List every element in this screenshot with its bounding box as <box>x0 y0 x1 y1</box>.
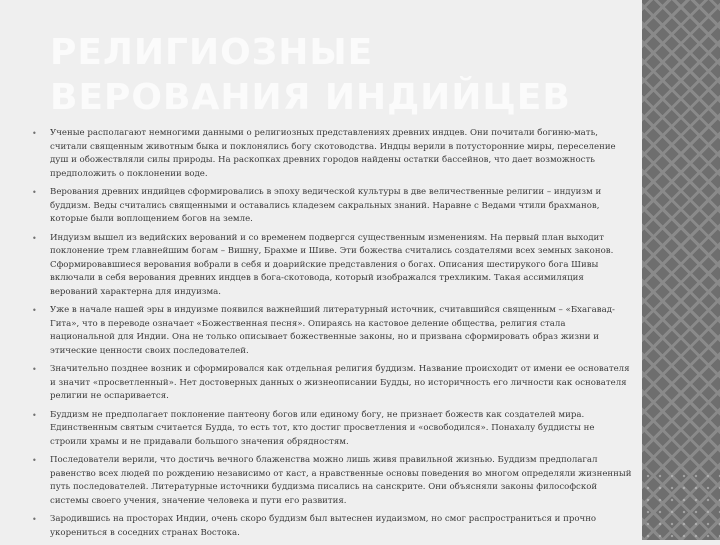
paragraph-text: Верования древних индийцев сформировались в эпоху ведической культуры в две величественные религии – индуизм и буддизм. Веды считались священными и оставались кладезем сакральных знаний. Наравне с Ведами чтили брахманов, которые были воплощением богов на земле. <box>50 187 602 224</box>
list-item <box>32 513 632 540</box>
list-item <box>32 127 632 181</box>
bullet-icon: • <box>32 515 37 524</box>
paragraph-text: Значительно позднее возник и сформировался как отдельная религия буддизм. Название происходит от имени ее основателя и значит «просветленный». Нет достоверных данных о жизнеописании Будды, но историчность его личности как основателя религии не оспаривается. <box>50 364 630 401</box>
paragraph-text: Последователи верили, что достичь вечного блаженства можно лишь живя правильной жизнью. Буддизм предполагал равенство всех людей по рождению независимо от каст, а нравственные основы поведения во многом определяли жизненный путь последователей. Литературные источники буддизма писались на санскрите. Они объясняли законы философской системы своего учения, значение человека и пути его развития. <box>50 455 632 506</box>
list-item <box>32 232 632 300</box>
list-item <box>32 363 632 404</box>
bullet-icon: • <box>32 129 37 138</box>
paragraph-text: Ученые располагают немногими данными о религиозных представлениях древних индцев. Они почитали богиню-мать, считали священным животным быка и поклонялись богу скотоводства. Индцы верили в потусторонние миры, переселение душ и обожествляли силы природы. На раскопках древних городов найдены остатки бассейнов, что дает возможность предположить о поклонении воде. <box>50 128 616 179</box>
list-item <box>32 409 632 450</box>
bullet-icon: • <box>32 306 37 315</box>
bullet-icon: • <box>32 410 37 420</box>
bullet-icon: • <box>32 456 37 465</box>
bullet-icon: • <box>32 365 37 374</box>
paragraph-text: Уже в начале нашей эры в индуизме появился важнейший литературный источник, считавшийся священным – «Бхагавад-Гита», что в переводе означает «Божественная песня». Опираясь на кастовое деление общества, религия стала национальной для Индии. Она не только описывает божественные законы, но и призвана сформировать образ жизни и этические ценности своих последователей. <box>50 305 615 356</box>
slide-title: РЕЛИГИОЗНЫЕ ВЕРОВАНИЯ ИНДИЙЦЕВ <box>50 32 571 118</box>
dot-pattern <box>642 470 720 540</box>
bullet-icon: • <box>32 188 37 197</box>
paragraph-text: Буддизм не предполагает поклонение пантеону богов или единому богу, не признает божеств как создателей мира. Единственным святым считается Будда, то есть тот, кто достиг просветления и «освободился». Понахалу буддисты не строили храмы и не придавали большого значения обрядностям. <box>50 409 595 447</box>
list-item <box>32 186 632 227</box>
paragraph-text: Индуизм вышел из ведийских верований и со временем подвергся существенным изменениям. На первый план выходит поклонение трем главнейшим богам – Вишну, Брахме и Шиве. Эти божества считались создателями всех земных законов. Сформировавшиеся верования вобрали в себя и доарийские представления о богах. Описания шестирукого бога Шивы включали в себя верования древних индцев в бога-скотовода, который изображался трехликим. Такая ассимиляция верований характерна для индуизма. <box>50 232 614 297</box>
list-item <box>32 454 632 508</box>
bullet-icon: • <box>32 233 37 243</box>
bullet-list <box>32 127 632 545</box>
paragraph-text: Зародившись на просторах Индии, очень скоро буддизм был вытеснен иудаизмом, но смог распространиться и прочно укорениться в соседних странах Востока. <box>50 514 597 538</box>
list-item <box>32 304 632 358</box>
decorative-side-panel <box>642 0 720 540</box>
